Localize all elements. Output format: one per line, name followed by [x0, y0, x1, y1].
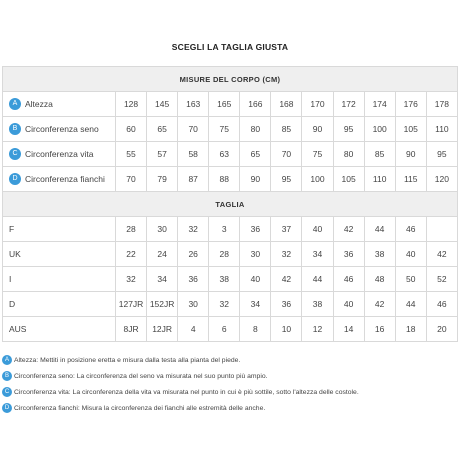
size-value: 36	[333, 242, 364, 267]
size-value: 12JR	[147, 317, 178, 342]
note-text: Circonferenza vita: La circonferenza della vita va misurata nel punto in cui è più sottile, sotto l'altezza delle costole.	[14, 388, 359, 396]
note-item	[2, 352, 458, 368]
note-item	[2, 384, 458, 400]
body-measurements-heading: MISURE DEL CORPO (CM)	[3, 67, 458, 92]
measurement-value: 95	[333, 117, 364, 142]
size-value: 34	[147, 267, 178, 292]
measurement-row	[3, 92, 458, 117]
measurement-value: 90	[395, 142, 426, 167]
size-system-label: UK	[3, 242, 116, 267]
measurement-value: 58	[178, 142, 209, 167]
size-value: 40	[240, 267, 271, 292]
size-system-label: I	[3, 267, 116, 292]
size-value: 28	[209, 242, 240, 267]
size-value: 16	[364, 317, 395, 342]
size-row	[3, 267, 458, 292]
size-value: 24	[147, 242, 178, 267]
measurement-value: 174	[364, 92, 395, 117]
size-value: 28	[116, 217, 147, 242]
measurement-value: 55	[116, 142, 147, 167]
size-system-label: F	[3, 217, 116, 242]
size-value: 32	[209, 292, 240, 317]
measurement-value: 85	[364, 142, 395, 167]
size-value: 6	[209, 317, 240, 342]
measurement-value: 87	[178, 167, 209, 192]
body-measurements-heading-row	[3, 67, 458, 92]
measurement-value: 63	[209, 142, 240, 167]
size-heading: TAGLIA	[3, 192, 458, 217]
size-value: 52	[426, 267, 457, 292]
size-value: 38	[209, 267, 240, 292]
size-value: 44	[395, 292, 426, 317]
measurement-label-cell	[3, 142, 116, 167]
size-value: 34	[240, 292, 271, 317]
size-value: 38	[364, 242, 395, 267]
size-value: 26	[178, 242, 209, 267]
measurement-value: 95	[426, 142, 457, 167]
note-badge-icon: A	[2, 355, 12, 365]
size-value: 127JR	[116, 292, 147, 317]
note-text: Circonferenza seno: La circonferenza del seno va misurata nel suo punto più ampio.	[14, 372, 268, 380]
measurement-value: 90	[302, 117, 333, 142]
note-text: Circonferenza fianchi: Misura la circonferenza dei fianchi alle estremità delle anche.	[14, 404, 266, 412]
measurement-value: 172	[333, 92, 364, 117]
measurement-value: 165	[209, 92, 240, 117]
size-value: 32	[116, 267, 147, 292]
measurement-badge-icon: D	[9, 173, 21, 185]
measurement-value: 170	[302, 92, 333, 117]
size-value: 38	[302, 292, 333, 317]
size-value: 42	[364, 292, 395, 317]
note-item	[2, 368, 458, 384]
size-value: 40	[302, 217, 333, 242]
size-value: 18	[395, 317, 426, 342]
measurement-notes	[2, 352, 458, 416]
size-value: 44	[364, 217, 395, 242]
measurement-label-cell	[3, 167, 116, 192]
measurement-label: Altezza	[25, 99, 53, 109]
measurement-value: 88	[209, 167, 240, 192]
size-row	[3, 292, 458, 317]
measurement-value: 80	[240, 117, 271, 142]
measurement-row	[3, 142, 458, 167]
size-value: 34	[302, 242, 333, 267]
size-value: 22	[116, 242, 147, 267]
measurement-value: 57	[147, 142, 178, 167]
note-badge-icon: C	[2, 387, 12, 397]
size-value: 32	[271, 242, 302, 267]
size-value: 48	[364, 267, 395, 292]
measurement-value: 128	[116, 92, 147, 117]
measurement-value: 110	[426, 117, 457, 142]
measurement-value: 120	[426, 167, 457, 192]
size-value: 12	[302, 317, 333, 342]
size-value: 30	[240, 242, 271, 267]
measurement-value: 100	[302, 167, 333, 192]
measurement-value: 75	[209, 117, 240, 142]
size-value: 14	[333, 317, 364, 342]
measurement-value: 70	[178, 117, 209, 142]
size-value: 4	[178, 317, 209, 342]
size-value	[426, 217, 457, 242]
measurement-value: 110	[364, 167, 395, 192]
measurement-badge-icon: B	[9, 123, 21, 135]
size-value: 30	[178, 292, 209, 317]
size-value: 36	[271, 292, 302, 317]
size-value: 20	[426, 317, 457, 342]
measurement-value: 65	[147, 117, 178, 142]
measurement-value: 75	[302, 142, 333, 167]
measurement-value: 90	[240, 167, 271, 192]
size-value: 10	[271, 317, 302, 342]
measurement-value: 163	[178, 92, 209, 117]
measurement-label-cell	[3, 92, 116, 117]
page-title: SCEGLI LA TAGLIA GIUSTA	[171, 42, 289, 52]
measurement-row	[3, 167, 458, 192]
size-value: 46	[333, 267, 364, 292]
measurement-row	[3, 117, 458, 142]
size-heading-row	[3, 192, 458, 217]
measurement-label: Circonferenza seno	[25, 124, 99, 134]
note-badge-icon: B	[2, 371, 12, 381]
measurement-value: 115	[395, 167, 426, 192]
size-value: 8JR	[116, 317, 147, 342]
size-value: 42	[333, 217, 364, 242]
measurement-badge-icon: A	[9, 98, 21, 110]
size-row	[3, 242, 458, 267]
measurement-value: 85	[271, 117, 302, 142]
size-value: 37	[271, 217, 302, 242]
size-value: 44	[302, 267, 333, 292]
measurement-label-cell	[3, 117, 116, 142]
measurement-value: 70	[116, 167, 147, 192]
measurement-value: 80	[333, 142, 364, 167]
measurement-value: 95	[271, 167, 302, 192]
measurement-value: 105	[333, 167, 364, 192]
size-value: 36	[178, 267, 209, 292]
measurement-value: 166	[240, 92, 271, 117]
measurement-value: 176	[395, 92, 426, 117]
measurement-value: 100	[364, 117, 395, 142]
size-value: 46	[426, 292, 457, 317]
size-value: 30	[147, 217, 178, 242]
size-value: 40	[333, 292, 364, 317]
size-value: 152JR	[147, 292, 178, 317]
size-system-label: AUS	[3, 317, 116, 342]
size-value: 42	[426, 242, 457, 267]
size-row	[3, 217, 458, 242]
measurement-label: Circonferenza vita	[25, 149, 94, 159]
size-value: 32	[178, 217, 209, 242]
note-text: Altezza: Mettiti in posizione eretta e misura dalla testa alla pianta del piede.	[14, 356, 241, 364]
measurement-value: 79	[147, 167, 178, 192]
size-value: 50	[395, 267, 426, 292]
measurement-value: 145	[147, 92, 178, 117]
note-item	[2, 400, 458, 416]
measurement-value: 178	[426, 92, 457, 117]
size-row	[3, 317, 458, 342]
size-value: 46	[395, 217, 426, 242]
measurement-value: 168	[271, 92, 302, 117]
note-badge-icon: D	[2, 403, 12, 413]
measurement-badge-icon: C	[9, 148, 21, 160]
measurement-value: 60	[116, 117, 147, 142]
size-value: 42	[271, 267, 302, 292]
measurement-value: 65	[240, 142, 271, 167]
size-value: 8	[240, 317, 271, 342]
measurement-label: Circonferenza fianchi	[25, 174, 105, 184]
size-system-label: D	[3, 292, 116, 317]
measurement-value: 70	[271, 142, 302, 167]
size-value: 40	[395, 242, 426, 267]
measurement-value: 105	[395, 117, 426, 142]
size-value: 3	[209, 217, 240, 242]
size-value: 36	[240, 217, 271, 242]
size-chart-table	[2, 66, 458, 342]
